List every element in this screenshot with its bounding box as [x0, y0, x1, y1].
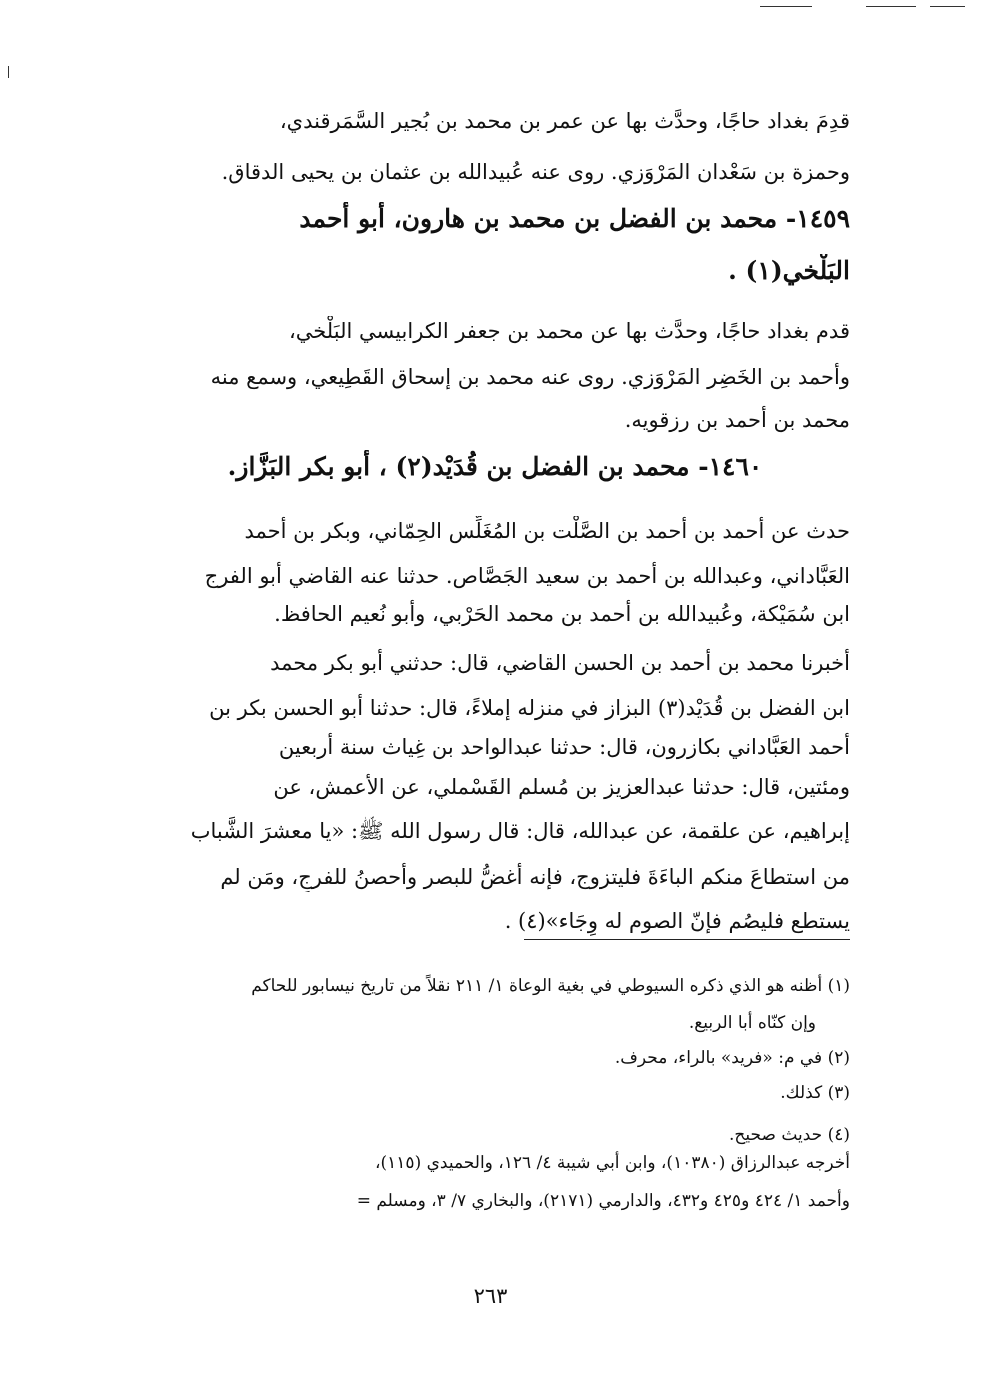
text-line: يستطع فليصُم فإنّ الصوم له وِجَاء»(٤) . — [504, 909, 850, 933]
text-line: قدِمَ بغداد حاجًا، وحدَّث بها عن عمر بن محمد بن بُجير السَّمَرقندي، — [279, 109, 850, 133]
text-line: حدث عن أحمد بن أحمد بن الصَّلْت بن المُغَلِّس الحِمّاني، وبكر بن أحمد — [244, 519, 850, 543]
footnote-separator — [524, 939, 850, 940]
text-line: العَبَّاداني، وعبدالله بن أحمد بن سعيد الجَصَّاص. حدثنا عنه القاضي أبو الفرج — [204, 564, 850, 588]
footnote: وإن كنّاه أبا الربيع. — [688, 1013, 816, 1033]
main-text — [140, 0, 850, 1394]
text-line: أحمد العَبَّاداني بكازرون، قال: حدثنا عبدالواحد بن غِياث سنة أربعين — [278, 735, 850, 759]
entry-heading: ١٤٦٠- محمد بن الفضل بن قُدَيْد(٢) ، أبو بكر البَزَّاز. — [227, 452, 763, 481]
entry-heading: ١٤٥٩- محمد بن الفضل بن محمد بن هارون، أبو أحمد — [299, 204, 850, 233]
text-line: ابن الفضل بن قُدَيْد(٣) البزاز في منزله إملاءً، قال: حدثنا أبو الحسن بكر بن — [209, 696, 850, 720]
footnote: (٤) حديث صحيح. — [729, 1125, 850, 1145]
text-line: محمد بن أحمد بن رزقويه. — [624, 408, 850, 432]
text-line: أخبرنا محمد بن أحمد بن الحسن القاضي، قال: حدثني أبو بكر محمد — [270, 651, 850, 675]
text-line: وحمزة بن سَعْدان المَرْوَزي. روى عنه عُبيدالله بن عثمان بن يحيى الدقاق. — [221, 160, 850, 184]
page-number: ٢٦٣ — [473, 1284, 508, 1308]
text-line: إبراهيم، عن علقمة، عن عبدالله، قال: قال رسول الله ﷺ: «يا معشرَ الشَّباب — [190, 819, 850, 843]
text-line: قدم بغداد حاجًا، وحدَّث بها عن محمد بن جعفر الكرابيسي البَلْخي، — [288, 319, 850, 343]
text-line: ومئتين، قال: حدثنا عبدالعزيز بن مُسلم القَسْملي، عن الأعمش، عن — [273, 775, 850, 799]
footnote: (٣) كذلك. — [780, 1083, 850, 1103]
footnote: (٢) في م: «فريد» بالراء، محرف. — [614, 1048, 850, 1068]
footnote: وأحمد ١/ ٤٢٤ و٤٢٥ و٤٣٢، والدارمي (٢١٧١)، والبخاري ٧/ ٣، ومسلم = — [356, 1191, 850, 1211]
footnote: أخرجه عبدالرزاق (١٠٣٨٠)، وابن أبي شيبة ٤/ ١٢٦، والحميدي (١١٥)، — [375, 1153, 850, 1173]
header-rule — [930, 6, 965, 7]
footnote: (١) أظنه هو الذي ذكره السيوطي في بغية الوعاة ١/ ٢١١ نقلاً من تاريخ نيسابور للحاكم — [251, 976, 850, 996]
text-line: وأحمد بن الخَضِر المَرْوَزي. روى عنه محمد بن إسحاق القَطِيعي، وسمع منه — [210, 365, 850, 389]
text-line: من استطاعَ منكم الباءَةَ فليتزوج، فإنه أغضُّ للبصر وأحصنُ للفرجِ، ومَن لم — [220, 865, 850, 889]
entry-heading: البَلْخي(١) . — [728, 256, 850, 285]
margin-mark — [8, 66, 9, 78]
text-line: ابن سُمَيْكة، وعُبيدالله بن أحمد بن محمد الحَرْبي، وأبو نُعيم الحافظ. — [274, 602, 850, 626]
header-rule — [866, 6, 916, 7]
